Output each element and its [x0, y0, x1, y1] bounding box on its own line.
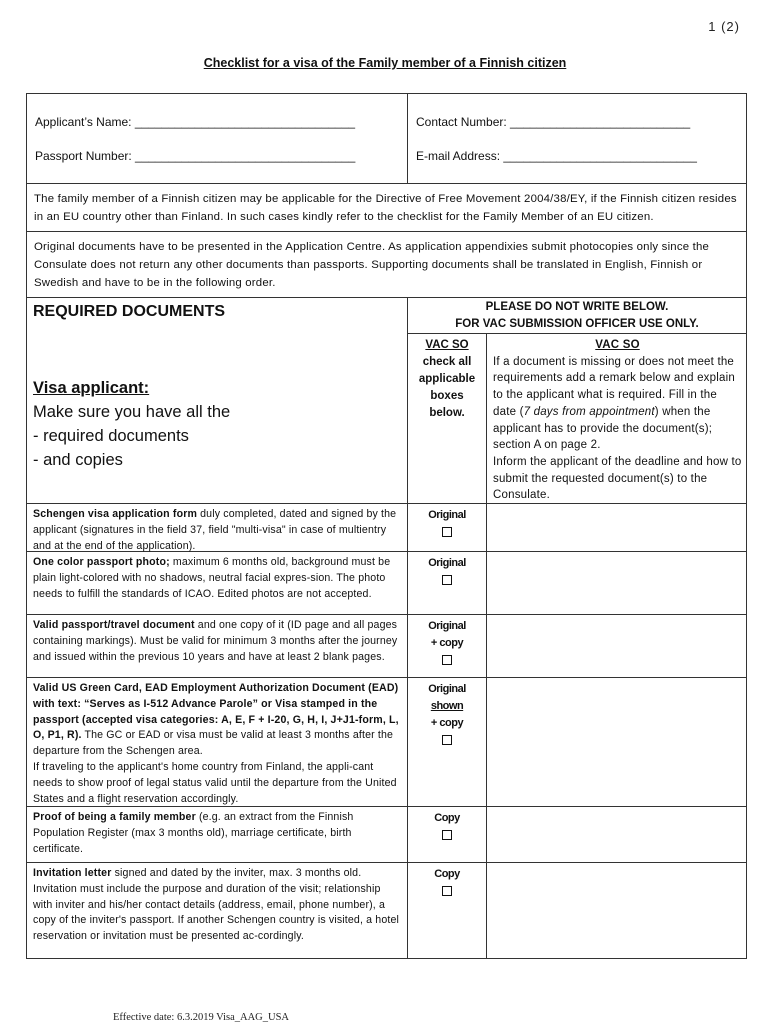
remark-cell[interactable] — [487, 863, 746, 958]
vac-so-left-line-2: applicable — [418, 373, 476, 385]
checklist-header-row — [27, 298, 746, 504]
document-description: Valid US Green Card, EAD Employment Authorization Document (EAD) with text: “Serves as I-512 Advance Parole” or Visa stamped in the passport (accepted visa categories: A, E, F + I-20, G, H, I, J+J1-form, L, O, P1, R). The GC or EAD or visa must be valid at least 3 months after the departure from the Schengen area. If traveling to the applicant's home country from Finland, the appli-cant needs to show proof of legal status valid until the departure from the United States and a flight reservation accordingly. — [27, 678, 408, 806]
document-description: Invitation letter signed and dated by the inviter, max. 3 months old. Invitation must include the purpose and duration of the visit; relationship with inviter and his/her contact details (address, email, phone number), a copy of the inviter's passport. If another Schengen country is visited, a hotel reservation or invitation must be presented ac-cordingly. — [27, 863, 408, 958]
document-check-cell — [408, 615, 487, 677]
remark-cell[interactable] — [487, 807, 746, 862]
document-check-cell — [408, 863, 487, 958]
remark-cell[interactable] — [487, 552, 746, 614]
vac-so-left-line-4: below. — [429, 407, 465, 419]
document-row-application-form — [27, 504, 746, 552]
officer-note-line-1: PLEASE DO NOT WRITE BELOW. — [485, 301, 669, 313]
visa-applicant-heading: Visa applicant: — [33, 379, 150, 397]
email-address-field[interactable]: E-mail Address: _____________________________ — [416, 149, 697, 163]
vac-so-deadline-text: Inform the applicant of the deadline and how to submit the requested document(s) to the Consulate. — [493, 455, 742, 502]
officer-note-line-2: FOR VAC SUBMISSION OFFICER USE ONLY. — [455, 318, 699, 330]
check-label-line-2: + copy — [430, 637, 464, 649]
footer-effective-date: Effective date: 6.3.2019 Visa_AAG_USA — [113, 1012, 289, 1023]
vac-so-right-title: VAC SO — [595, 339, 640, 351]
applicant-instruction-3: - and copies — [33, 451, 123, 469]
vac-so-remark-instructions — [487, 334, 746, 504]
remark-cell[interactable] — [487, 504, 746, 551]
vac-so-left-line-1: check all — [422, 356, 472, 368]
check-label-line-2: shown — [430, 700, 464, 712]
document-description: One color passport photo; maximum 6 months old, background must be plain light-colored with no shadows, neutral facial expres-sion. The photo needs to fulfill the standards of ICAO. Edited photos are not accepted. — [27, 552, 408, 614]
vac-so-left-line-3: boxes — [430, 390, 464, 402]
document-description: Valid passport/travel document and one copy of it (ID page and all pages containing markings). Must be valid for minimum 3 months after the journey and issued within the previous 10 years and have at least 2 blank pages. — [27, 615, 408, 677]
required-documents-title: REQUIRED DOCUMENTS — [33, 303, 226, 320]
vac-so-header — [408, 334, 746, 504]
document-row-passport-photo — [27, 552, 746, 615]
document-check-cell — [408, 504, 487, 551]
original-documents-note: Original documents have to be presented in the Application Centre. As application appendixies submit photocopies only since the Consulate does not return any other documents than passports. Supporting documents shall be translated in English, Finnish or Swedish and have to be in the following order. — [27, 232, 746, 298]
check-label-line-1: Original — [428, 683, 466, 695]
checkbox[interactable] — [442, 655, 452, 665]
applicant-info-left — [27, 94, 408, 183]
applicant-info-row — [27, 94, 746, 184]
vac-so-remark-text: If a document is missing or does not meet the requirements add a remark below and explain to the applicant what is required. Fill in the date (7 days from appointment) when the applicant has to provide the document(s); section A on page 2. — [493, 355, 735, 452]
applicant-name-field[interactable]: Applicant’s Name: _________________________________ — [35, 115, 356, 129]
applicant-info-right — [408, 94, 746, 183]
vac-so-check-instructions — [408, 334, 487, 504]
page-number: 1 (2) — [708, 19, 740, 34]
contact-number-field[interactable]: Contact Number: ___________________________ — [416, 115, 691, 129]
remark-cell[interactable] — [487, 678, 746, 806]
vac-so-left-title: VAC SO — [425, 339, 469, 351]
check-label: Copy — [434, 812, 460, 824]
check-label-line-3: + copy — [430, 717, 464, 729]
document-row-passport — [27, 615, 746, 678]
checkbox[interactable] — [442, 527, 452, 537]
check-label: Original — [428, 557, 466, 569]
applicant-instruction-1: Make sure you have all the — [33, 403, 231, 421]
document-description: Schengen visa application form duly completed, dated and signed by the applicant (signatures in the field 37, field "multi-visa" in case of multientry and at the end of the application). — [27, 504, 408, 551]
passport-number-field[interactable]: Passport Number: _________________________________ — [35, 149, 356, 163]
document-title: Checklist for a visa of the Family member of a Finnish citizen — [203, 56, 567, 70]
document-check-cell — [408, 552, 487, 614]
checkbox[interactable] — [442, 886, 452, 896]
document-check-cell — [408, 807, 487, 862]
check-label: Original — [428, 509, 466, 521]
check-label-line-1: Original — [428, 620, 466, 632]
document-description: Proof of being a family member (e.g. an extract from the Finnish Population Register (max 3 months old), marriage certificate, birth certificate. — [27, 807, 408, 862]
document-row-family-proof — [27, 807, 746, 863]
checkbox[interactable] — [442, 830, 452, 840]
applicant-instruction-2: - required documents — [33, 427, 189, 445]
checkbox[interactable] — [442, 575, 452, 585]
required-documents-header — [27, 298, 408, 503]
checkbox[interactable] — [442, 735, 452, 745]
checklist-table — [26, 93, 747, 959]
check-label: Copy — [434, 868, 460, 880]
officer-header — [408, 298, 746, 503]
free-movement-note: The family member of a Finnish citizen may be applicable for the Directive of Free Movement 2004/38/EY, if the Finnish citizen resides in an EU country other than Finland. In such cases kindly refer to the checklist for the Family Member of an EU citizen. — [27, 184, 746, 232]
remark-cell[interactable] — [487, 615, 746, 677]
document-row-invitation-letter — [27, 863, 746, 958]
document-row-green-card — [27, 678, 746, 807]
document-check-cell — [408, 678, 487, 806]
officer-use-note — [408, 298, 746, 334]
